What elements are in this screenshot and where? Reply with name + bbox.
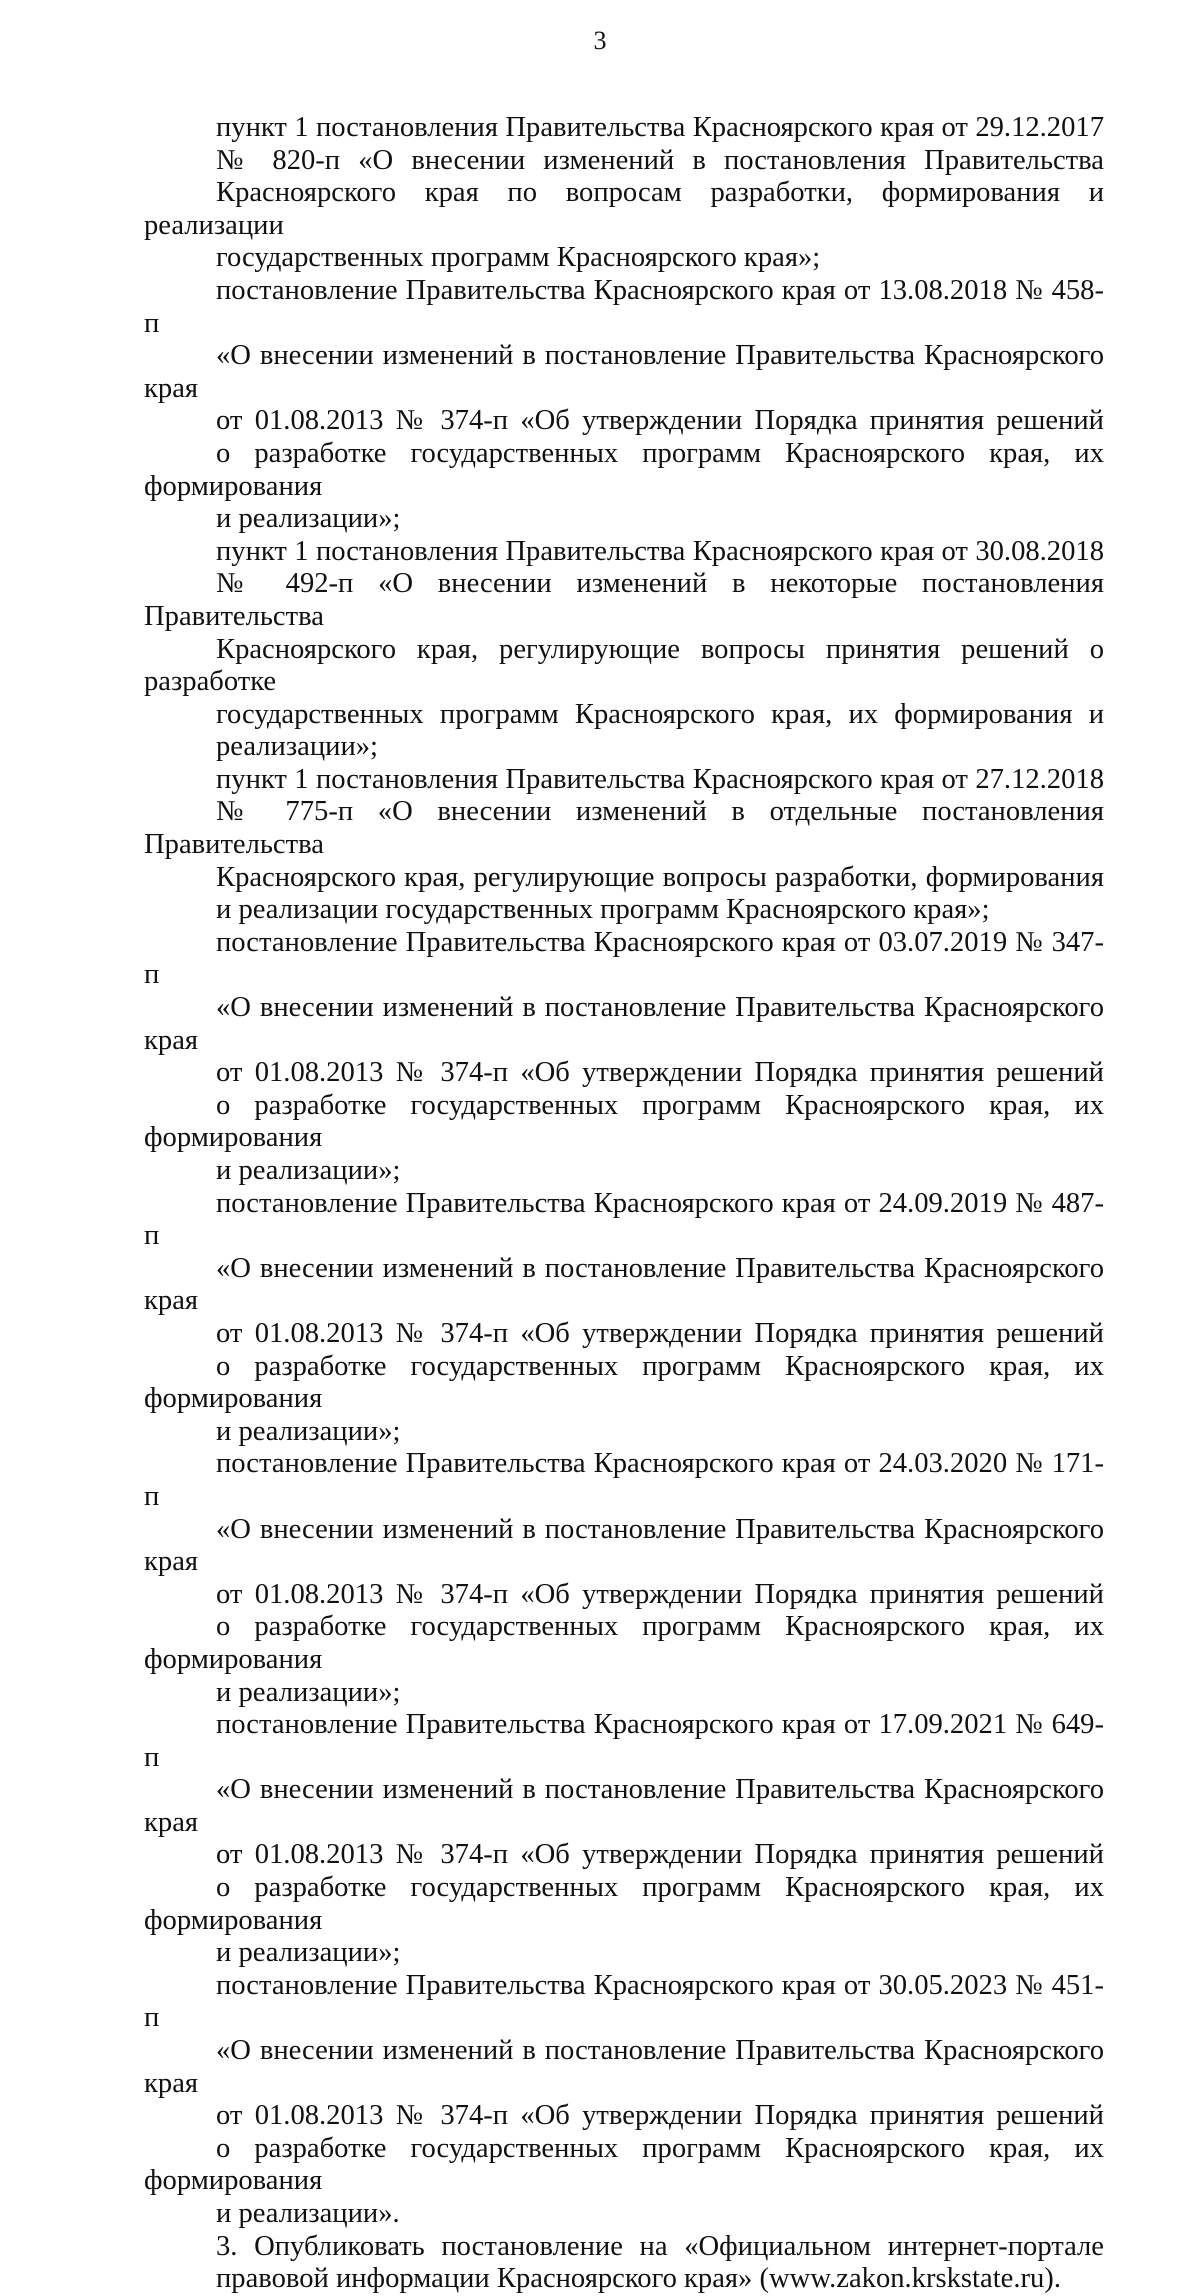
text-line: пункт 1 постановления Правительства Красноярского края от 30.08.2018 — [216, 535, 1104, 567]
paragraph — [144, 1709, 1104, 1970]
text-line: о разработке государственных программ Красноярского края, их формирования — [144, 2132, 1104, 2197]
text-line: «О внесении изменений в постановление Правительства Красноярского края — [144, 1513, 1104, 1578]
paragraph — [144, 2231, 1104, 2296]
text-line: от 01.08.2013 № 374-п «Об утверждении Порядка принятия решений — [216, 1057, 1104, 1089]
text-line: о разработке государственных программ Красноярского края, их формирования — [144, 1611, 1104, 1675]
text-line: реализации»; — [216, 731, 378, 763]
text-line: пункт 1 постановления Правительства Красноярского края от 29.12.2017 — [216, 112, 1104, 143]
text-line: «О внесении изменений в постановление Правительства Красноярского края — [144, 340, 1104, 404]
paragraph — [144, 1448, 1104, 1709]
paragraph — [144, 1970, 1104, 2231]
paragraph — [144, 927, 1104, 1188]
text-line: государственных программ Красноярского края»; — [216, 242, 821, 274]
text-line: и реализации»; — [216, 503, 401, 535]
text-line: и реализации»; — [216, 1415, 401, 1447]
text-line: от 01.08.2013 № 374-п «Об утверждении Порядка принятия решений — [216, 2100, 1104, 2132]
text-line: № 492-п «О внесении изменений в некоторые постановления Правительства — [144, 568, 1104, 632]
text-line: Красноярского края, регулирующие вопросы разработки, формирования — [216, 861, 1104, 893]
text-line: и реализации»; — [216, 1155, 401, 1186]
text-line: пункт 1 постановления Правительства Красноярского края от 27.12.2018 — [216, 763, 1104, 795]
text-line: от 01.08.2013 № 374-п «Об утверждении Порядка принятия решений — [216, 1578, 1104, 1610]
text-line: Красноярского края, регулирующие вопросы принятия решений о разработке — [144, 633, 1104, 698]
text-line: и реализации государственных программ Красноярского края»; — [216, 894, 990, 926]
text-line: «О внесении изменений в постановление Правительства Красноярского края — [144, 1774, 1104, 1838]
paragraph — [144, 112, 1104, 275]
text-line: № 820-п «О внесении изменений в постановления Правительства — [216, 144, 1104, 176]
text-line: постановление Правительства Красноярского края от 30.05.2023 № 451-п — [144, 1969, 1104, 2034]
text-line: о разработке государственных программ Красноярского края, их формирования — [144, 1872, 1104, 1936]
document-body — [144, 112, 1104, 2296]
text-line: и реализации». — [216, 2198, 400, 2229]
text-line: постановление Правительства Красноярского края от 24.03.2020 № 171-п — [144, 1448, 1104, 1512]
text-line: о разработке государственных программ Красноярского края, их формирования — [144, 437, 1104, 502]
text-line: от 01.08.2013 № 374-п «Об утверждении Порядка принятия решений — [216, 405, 1104, 437]
text-line: постановление Правительства Красноярского края от 24.09.2019 № 487-п — [144, 1187, 1104, 1252]
text-line: от 01.08.2013 № 374-п «Об утверждении Порядка принятия решений — [216, 1317, 1104, 1349]
text-line: постановление Правительства Красноярского края от 17.09.2021 № 649-п — [144, 1709, 1104, 1773]
paragraph — [144, 536, 1104, 764]
text-line: 3. Опубликовать постановление на «Официальном интернет-портале — [216, 2230, 1104, 2262]
text-line: и реализации»; — [216, 1937, 401, 1969]
text-line: постановление Правительства Красноярского края от 13.08.2018 № 458-п — [144, 274, 1104, 339]
paragraph — [144, 275, 1104, 536]
text-line: и реализации»; — [216, 1676, 401, 1708]
paragraph — [144, 1188, 1104, 1449]
text-line: от 01.08.2013 № 374-п «Об утверждении Порядка принятия решений — [216, 1839, 1104, 1871]
text-line: постановление Правительства Красноярского края от 03.07.2019 № 347-п — [144, 926, 1104, 991]
text-line: правовой информации Красноярского края» (www.zakon.krskstate.ru). — [216, 2263, 1061, 2295]
text-line: «О внесении изменений в постановление Правительства Красноярского края — [144, 992, 1104, 1056]
page-number: 3 — [593, 26, 607, 55]
text-line: о разработке государственных программ Красноярского края, их формирования — [144, 1089, 1104, 1154]
text-line: о разработке государственных программ Красноярского края, их формирования — [144, 1350, 1104, 1415]
text-line: № 775-п «О внесении изменений в отдельные постановления Правительства — [144, 796, 1104, 861]
text-line: «О внесении изменений в постановление Правительства Красноярского края — [144, 2035, 1104, 2099]
text-line: государственных программ Красноярского края, их формирования и — [216, 698, 1104, 730]
paragraph — [144, 764, 1104, 927]
text-line: «О внесении изменений в постановление Правительства Красноярского края — [144, 1252, 1104, 1317]
text-line: Красноярского края по вопросам разработки, формирования и реализации — [144, 177, 1104, 241]
